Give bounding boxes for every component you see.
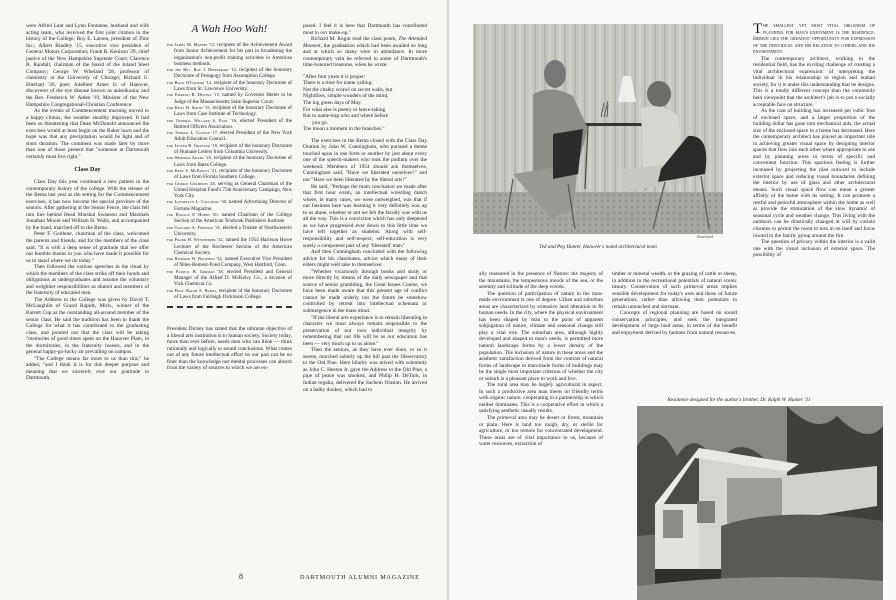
section-heading: Class Day xyxy=(74,166,101,174)
photo-residence xyxy=(637,406,883,600)
article-column-5 xyxy=(612,271,737,336)
award-recipient: for Gaylord A. Freeman '31, xyxy=(167,224,222,230)
paragraph: The question of privacy within the interior is a valid one with the visual inclusion of exterior space. The possibility of xyxy=(753,239,875,259)
poem-line: But to name-trap who and where before xyxy=(303,113,389,120)
photo-hunters-image xyxy=(473,24,723,234)
award-entry xyxy=(167,181,292,200)
article-column-4 xyxy=(479,271,603,448)
photo-caption-residence: Residence designed for the author's brother, Dr. Ralph W. Hunter '31 xyxy=(667,397,811,403)
drop-cap: T xyxy=(753,21,763,37)
poem-line: The big green days of May. xyxy=(303,100,362,107)
paragraph: The Address to the College was given by David T. McLaughlin of Grand Rapids, Mich., winner of the Barrett Cup as the outstanding all-around member of the senior class. He said the tradition has been to thank the College for what it has contributed to the graduating class, and pointed out that the class will be taking "memories of good times spent on the Hanover Plain, in the dormitories, in the fraternity houses, and in the general happy-go-lucky air prevailing on campus. xyxy=(26,296,149,356)
award-entry xyxy=(167,130,292,143)
paragraph: Then followed the various speeches in the ritual by which the members of the class strike off their bonds and obligations as undergraduates and assume the voluntary and weightier responsibilities as alumni and members of the fraternity of educated men. xyxy=(26,264,149,297)
poem-line: There is a time for name calling; xyxy=(303,80,373,87)
award-recipient: for Basil O'Connor '12, xyxy=(167,79,213,85)
paragraph: ally reassured in the presence of Nature: the majesty of the mountains, the tempestuous moods of the sea, or the serenity and solitude of the deep woods. xyxy=(479,271,603,291)
award-description: named the 1954 Harrison Howe Lecturer of the Rochester Section of the American Chemical Society. xyxy=(174,237,292,256)
award-description: recipient of the honorary Doctorate of Pedagogy from Assumption College. xyxy=(174,67,292,80)
paragraph: Peter F. Geithner, chairman of the class, welcomed the parents and friends, and for the members of the class said, "It is with a deep sense of gratitude that we offer our humble thanks to you who have made it possible for us to stand where we do today." xyxy=(26,231,149,264)
award-recipient: for James M. Mathes '11, xyxy=(167,42,216,47)
award-entry xyxy=(167,105,292,118)
award-entry xyxy=(167,237,292,256)
award-recipient: for Thomas L. Cotton '17, xyxy=(167,130,219,136)
paragraph: Then the seniors, as they have ever done, or so it seems, marched soberly up the hill past the Observatory to the Old Pine. Here hilarity was mixed with solemnity as John C. Heston Jr. gave the Address to the Old Pine, a pipe of peace was smoked, and Philip H. DeTurk, in Indian regalia, delivered the Sachem Oration. He arrived on a balky donkey, which had to xyxy=(303,347,427,393)
award-description: named Chairman of the College Section of the American Textbook Publishers Institute. xyxy=(174,212,292,225)
sidebar-headline: A Wah Hoo Wah! xyxy=(191,23,268,35)
paragraph: The question of participation of nature in the man-made environment is one of degree. Urban and suburban areas are characterized by extensive land alteration to fit human needs. In the city, where the physical environment has been shaped by man to the point of apparent subjugation of nature, climate and seasonal change still play a vital role. The suburban area, although highly developed and shaped to man's needs, is permitted more natural landscape forms by a lower density of the population. The inclusion of nature in these areas and the aesthetic satisfaction derived from the contrast of natural forms of landscape to man-made forms of buildings may be the single most important criterion of whether the city or suburb is a pleasant place to work and live. xyxy=(479,290,603,382)
photo-residence-image xyxy=(637,406,883,600)
award-entry xyxy=(167,155,292,168)
paragraph: Richard M. Rogin read the class poem, The Attended Moment, the graduation which had been awaited so long and at which so many were in attendance. In more contemporary vein he referred to some of Dartmouth's time-honored treasures, when he wrote: xyxy=(303,36,427,69)
award-recipient: for Ranald P. Hobbs '30, xyxy=(167,212,219,218)
award-description: recipient of the honorary Doctorate of Laws from Florida Southern College. xyxy=(174,167,292,181)
paragraph: As the cost of building has increased per cubic foot of enclosed space, and a larger proportion of the building dollar has gone into mechanical aids, the actual size of the enclosed space in a home has decreased. Here the contemporary architect has played an important role in achieving greater visual space by designing interior spaces that flow into each other where appropriate to use and by planning areas in terms of specific and convenient function. This spacious feeling is further increased by projecting the plan outward to include exterior space and reducing visual boundaries defining the interior by use of glass and other architectural means. Such visual space flow can mean a greater affinity of the home with its setting. It can promote a restful and peaceful atmosphere within the home as well as provide the stimulation of the slow dynamic of seasonal cycle and weather change. This living with the outdoors can be drastically changed at will by curtain closures to permit the room to turn in on itself and focus inward to the family group around the fire. xyxy=(753,108,875,239)
magazine-footer: DARTMOUTH ALUMNI MAGAZINE xyxy=(300,574,420,581)
award-description: elected a Trustee of Northwestern University. xyxy=(174,224,292,237)
award-entry xyxy=(167,80,292,93)
left-page xyxy=(0,0,447,600)
award-entry xyxy=(167,168,292,181)
paragraph: "If the liberal arts experience is to remain liberating in character we must always remain responsible to the preservation of our own individual integrity by remembering that our life will be as our education has been — very much up to us alone." xyxy=(303,314,427,347)
award-recipient: for Llewellyn L. Callaway '30, xyxy=(167,199,228,205)
award-description: recipient of the honorary Doctorate of Laws from Fairleigh Dickinson College. xyxy=(174,287,292,300)
award-description: recipient of the honorary Doctorate of Laws from Bates College. xyxy=(174,155,292,168)
paragraph: The exercises in the Bema closed with the Class Day Oration by John W. Cunningham, who pursued a theme touched upon in one form or another by just about every one of the speech-makers who took the podium over the weekend. Members of 1954 should ask themselves, Cunningham said, "Have we liberated ourselves?" and not "Have we been liberated by the liberal arts?" xyxy=(303,137,427,184)
award-description: named by Governor Herter to be Judge of the Massachusetts State Superior Court. xyxy=(174,92,293,105)
poem-line: Nightfires, simple wonders of the mind, xyxy=(303,93,389,100)
award-recipient: for Patrick H. Gorman '38, xyxy=(167,268,225,274)
award-recipient: for Prof. Ralph A. Burns, xyxy=(167,287,218,293)
award-description: elected President and General Manager of the Alfred D. McKelvy Co., a division of Vick Chemical Co. xyxy=(174,268,292,288)
award-description: elected President of the New York Adult Education Council. xyxy=(174,130,293,143)
poem-line: you go. xyxy=(312,119,329,126)
paragraph: President Dickey has stated that the ultimate objective of a liberal arts institution is to human society. Society today, more than ever before, needs men who can think — think rationally and logically to sound conclusions. What comes out of any future intellectual effort on our part can be no finer than the knowledge our mental processes can absorb from the variety of sources to which we are ex- xyxy=(167,326,292,372)
article-column-6 xyxy=(753,23,875,259)
award-recipient: for Edmund R. Dewing '15, xyxy=(167,92,221,98)
award-entry xyxy=(167,225,292,238)
paragraph: And then Cunningham concluded with the following advice for his classmates, advice which many of their elders might well take to themselves: xyxy=(303,249,427,269)
award-recipient: for General Willard S. Paul '16, xyxy=(167,117,238,123)
award-recipient: for Kent H. Smith '15, xyxy=(167,104,211,110)
paragraph: The smallest yet most vital organism of planning for man's enjoyment is the residence. Herein lies the greatest opportunity for expression of the individual and his relation to others and his environment. xyxy=(753,21,875,56)
paragraph: He said, "Perhaps the main conclusion we made after that first hour exam, an intellectual wrestling match where, in many cases, we were outweighed, was that if our business here was learning it very definitely was up to us alone, whether or not we felt the faculty was with us all the way. This is a conviction which has only deepened as we have progressed ever down to this little time we have left together as students. Along with self-responsibility and self-respect, self-education is very surely a component part of any 'liberated' man." xyxy=(303,183,427,249)
photo-hunters xyxy=(473,24,723,234)
photo-credit: Bouchard xyxy=(697,234,714,239)
award-description: recipient of the honorary Doctorate of Humane Letters from Columbia University. xyxy=(174,142,292,156)
paragraph: "The College means far more to us than this," he added, "and I think it is for this deeper purpose and meaning that we sincerely owe our gratitude to Dartmouth. xyxy=(26,355,149,382)
award-description: recipient of the honorary Doctorate of Laws from St. Lawrence University. xyxy=(174,79,292,93)
poem-line: The moon a moment in the branches." xyxy=(303,126,385,133)
paragraph: The contemporary architect, working in the residential field, has the exciting challenge of creating a vital architectural expression: of interpreting the individual in his relationship to region and human society, for it is under this understanding that he designs. This is a totally different concept than the commonly held viewpoint that the architect's job is to put a socially acceptable face on structure. xyxy=(753,55,875,108)
award-entry xyxy=(167,92,292,105)
paragraph: As the events of Commencement morning moved to a happy climax, the weather steadily improved. It had been so threatening that Dean McDonald announced the exercises would at least begin on the Baker lawn and the hope was that any precipitation would be light and of short duration. The comment was made later by more than one of those present that "someone at Dartmouth certainly must live right." xyxy=(26,108,149,160)
award-entry xyxy=(167,212,292,225)
article-column-1 xyxy=(26,23,149,382)
page-number: 8 xyxy=(239,572,243,581)
awards-column xyxy=(167,22,292,372)
award-recipient: for Frank H. Westheimer '32, xyxy=(167,237,224,243)
poem-line: For what else is poetry or leave-taking xyxy=(303,106,386,113)
paragraph: posed. I feel it is here that Dartmouth has contributed most to our make-up." xyxy=(303,23,427,36)
paragraph: Class Day this year continued a new pattern in the contemporary history of the college. With the release of the Bema last year as the setting for the Commencement exercises, it has now become the special province of the seniors. After gathering at the Senior Fence, the class fell into line behind Head Marshal Swanson and Marshals Jonathan Moore and William H. Walls, and accompanied by the band, marched off to the Bema. xyxy=(26,179,149,231)
paragraph: "Whether vicariously through books and study or more directly by means of the daily newspaper and that source of senior grumbling, the Great Issues Course, we have been made aware that this present age of conflict cannot be made orderly nor the future be somehow controlled by retreat into intellectual schemata or submergence in the mass mind. xyxy=(303,268,427,314)
paragraph: The primeval area may be desert or forest, mountain or plain. Here is land too rough, dry, or sterile for agriculture, or too remote for concentrated development. These areas are of vital importance to us, because of water resources, extraction of xyxy=(479,415,603,448)
poem-line: Not the chalky scrawl on secret walls, but xyxy=(303,86,393,93)
award-description: serving as General Chairman of the United Hospital Fund's 75th Anniversary Campaign, New York City. xyxy=(174,180,292,200)
paragraph: Concepts of regional planning are based on sound conservation principles, and seek the integrated development of large land areas, in terms of the benefit and enjoyment derived by humans from natural resources. xyxy=(612,310,737,336)
award-recipient: for Sherman Adams '20, xyxy=(167,155,213,161)
photo-caption-hunters: Ted and Peg Hunter, Hanover's noted architectural team xyxy=(539,244,657,250)
award-recipient: for Lester B. Granger '18, xyxy=(167,142,219,148)
article-column-3 xyxy=(303,23,427,393)
award-description: recipient of the honorary Doctorate of Laws from Case Institute of Technology. xyxy=(174,104,292,118)
award-recipient: for the Rev. Roy J. Defferrari '12, xyxy=(167,67,238,73)
award-description: named Advertising Director of Fortune Magazine. xyxy=(174,199,292,212)
award-entry xyxy=(167,42,292,67)
dashed-divider xyxy=(167,306,292,310)
award-entry xyxy=(167,288,292,301)
paragraph: were Alfred Lunt and Lynn Fontanne, husband and wife acting team, who received the first joint citation in the history of the College; Roy E. Larsen, president of Time Inc.; Albert Bradley '15, executive vice president of General Motors Corporation; Frank R. Kenison '29, chief justice of the New Hampshire Supreme Court; Clarence B. Randall, chairman of the board of the Inland Steel Company; George W. Wheland '28, professor of chemistry at the University of Chicago; Richard G. Eberhart '26, poet; Adelbert Ames Jr. of Hanover, discoverer of the eye disease known as aniseikonia; and the Rev. Frederick W. Alden '19, Minister of the New Hampshire Congregational-Christian Conference. xyxy=(26,23,149,108)
award-entry xyxy=(167,269,292,288)
award-entry xyxy=(167,256,292,269)
paragraph: The rural area may be largely agricultural in aspect. In such a productive area man meets on friendly terms with organic nature, cooperating in a partnership in which neither dominates. This is a cooperative effort in which a satisfying aesthetic usually results. xyxy=(479,382,603,415)
award-description: recipient of the Achievement Award from Junior Achievement for his part in broadening the organization's non-profit training activities in American business methods. xyxy=(174,42,293,67)
award-description: elected President of the Retired Officers Association. xyxy=(174,117,292,130)
award-recipient: for George Champion '26, xyxy=(167,180,217,186)
awards-list xyxy=(167,42,292,300)
poem-line: "After four years it is proper: xyxy=(303,73,366,80)
award-entry xyxy=(167,143,292,156)
award-recipient: for Richard W. Banfield '34, xyxy=(167,256,224,262)
award-entry xyxy=(167,118,292,131)
award-recipient: for Kent S. McKinley '21, xyxy=(167,167,218,173)
award-entry xyxy=(167,199,292,212)
paragraph: timber or mineral wealth, or the grazing of cattle or sheep, in addition to the recreational potentials of natural scenic beauty. Conservation of such primeval areas implies sensible development for today's uses and those of future generations, rather than allowing their potentials to remain untouched and dormant. xyxy=(612,271,737,310)
class-poem xyxy=(303,74,427,133)
award-entry xyxy=(167,67,292,80)
right-page xyxy=(449,0,896,600)
award-description: named Executive Vice President of Niles-Bement-Pond Company, West Hartford, Conn. xyxy=(174,256,292,269)
